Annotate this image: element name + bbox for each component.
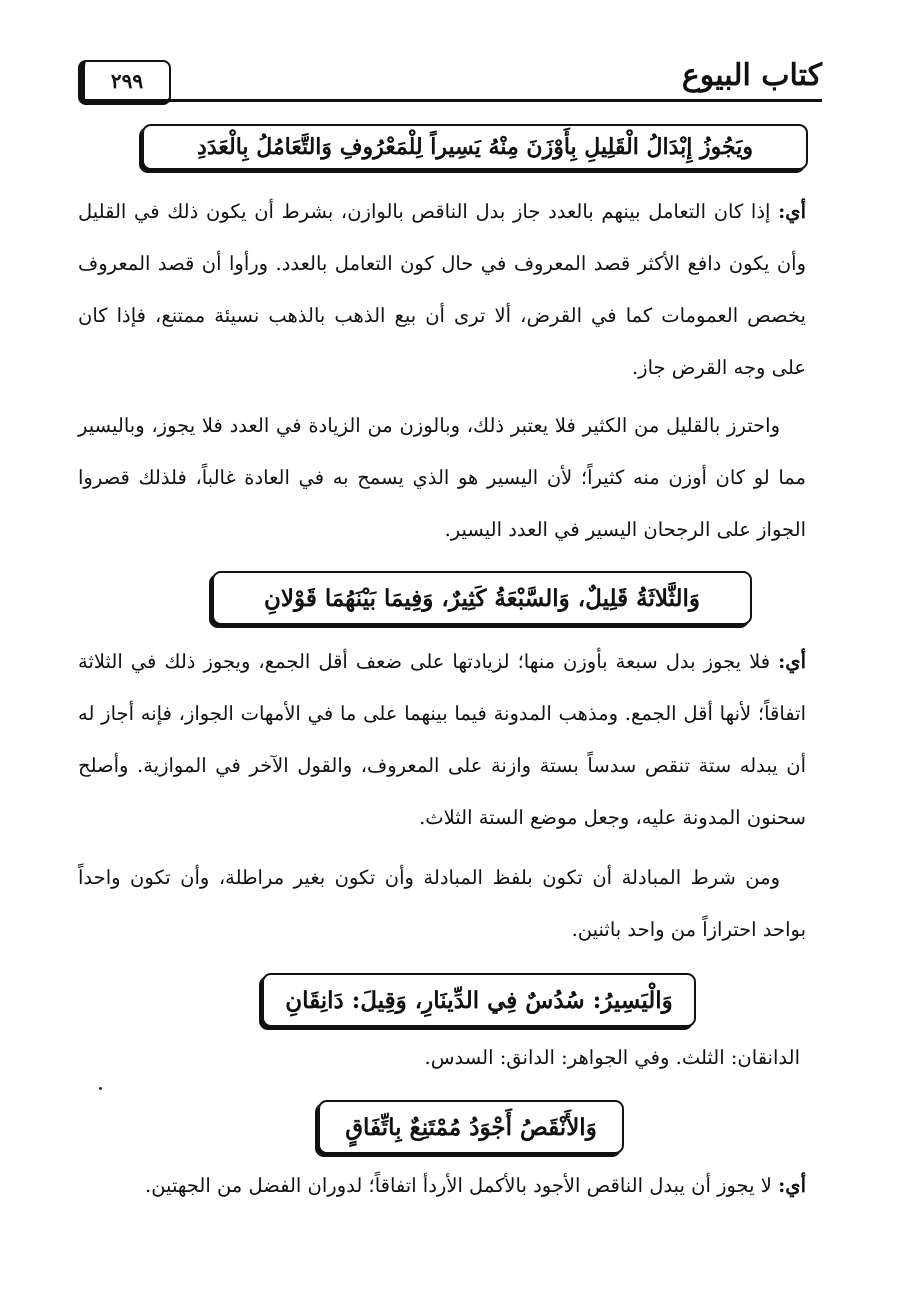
commentary-text: فلا يجوز بدل سبعة بأوزن منها؛ لزيادتها على ضعف أقل الجمع، ويجوز ذلك في الثلاثة اتفاقاً؛ لأنها أقل الجمع. ومذهب المدونة فيما بينهما على ما في الأمهات الجواز، فإنه أجاز له أن يبدله ستة تنقص سدساً بستة وازنة على المعروف، والقول الآخر في الموازية. وأصلح سحنون المدونة عليه، وجعل موضع الستة الثلاث. bbox=[78, 650, 806, 829]
commentary-text: لا يجوز أن يبدل الناقص الأجود بالأكمل الأردأ اتفاقاً؛ لدوران الفضل من الجهتين. bbox=[145, 1174, 772, 1197]
commentary-paragraph-4: ومن شرط المبادلة أن تكون بلفظ المبادلة وأن تكون بغير مراطلة، وأن تكون واحداً بواحد احترازاً من واحد باثنين. bbox=[78, 866, 806, 941]
matn-box-2: وَالثَّلاثَةُ قَلِيلٌ، وَالسَّبْعَةُ كَثِيرٌ، وَفِيمَا بَيْنَهُمَا قَوْلانِ bbox=[212, 571, 752, 625]
stray-mark bbox=[99, 1087, 102, 1090]
commentary-paragraph-1 bbox=[78, 186, 806, 394]
matn-box-4: وَالأَنْقَصُ أَجْوَدُ مُمْتَنِعٌ بِاتِّفَاقٍ bbox=[318, 1100, 624, 1154]
matn-box-1: ويَجُوزُ إِبْدَالُ الْقَلِيلِ بِأَوْزَنَ مِنْهُ يَسِيراً لِلْمَعْرُوفِ وَالتَّعَامُلُ بِالْعَدَدِ bbox=[142, 124, 808, 170]
commentary-paragraph-2: واحترز بالقليل من الكثير فلا يعتبر ذلك، وبالوزن من الزيادة في العدد فلا يجوز، وباليسير مما لو كان أوزن منه كثيراً؛ لأن اليسير هو الذي يسمح به في العادة غالباً، فلذلك قصروا الجواز على الرجحان اليسير في العدد اليسير. bbox=[78, 414, 806, 541]
commentary-paragraph-5: الدانقان: الثلث. وفي الجواهر: الدانق: السدس. bbox=[424, 1046, 800, 1069]
commentary-lead: أي: bbox=[778, 650, 806, 673]
commentary-lead: أي: bbox=[778, 200, 806, 223]
commentary-lead: أي: bbox=[778, 1174, 806, 1197]
matn-box-3: وَالْيَسِيرُ: سُدُسٌ فِي الدِّينَارِ، وَقِيلَ: دَانِقَانِ bbox=[262, 973, 696, 1027]
commentary-paragraph-6 bbox=[78, 1160, 806, 1212]
header-divider bbox=[80, 99, 822, 102]
commentary-text: إذا كان التعامل بينهم بالعدد جاز بدل الناقص بالوازن، بشرط أن يكون ذلك في القليل وأن يكون دافع الأكثر قصد المعروف في حال كون التعامل بالعدد. ورأوا أن قصد المعروف يخصص العمومات كما في القرض، ألا ترى أن بيع الذهب بالذهب نسيئة ممتنع، فإذا كان على وجه القرض جاز. bbox=[78, 200, 806, 379]
commentary-paragraph-3 bbox=[78, 636, 806, 844]
running-header-title: كتاب البيوع bbox=[681, 58, 822, 93]
page-number: ٢٩٩ bbox=[78, 60, 171, 105]
